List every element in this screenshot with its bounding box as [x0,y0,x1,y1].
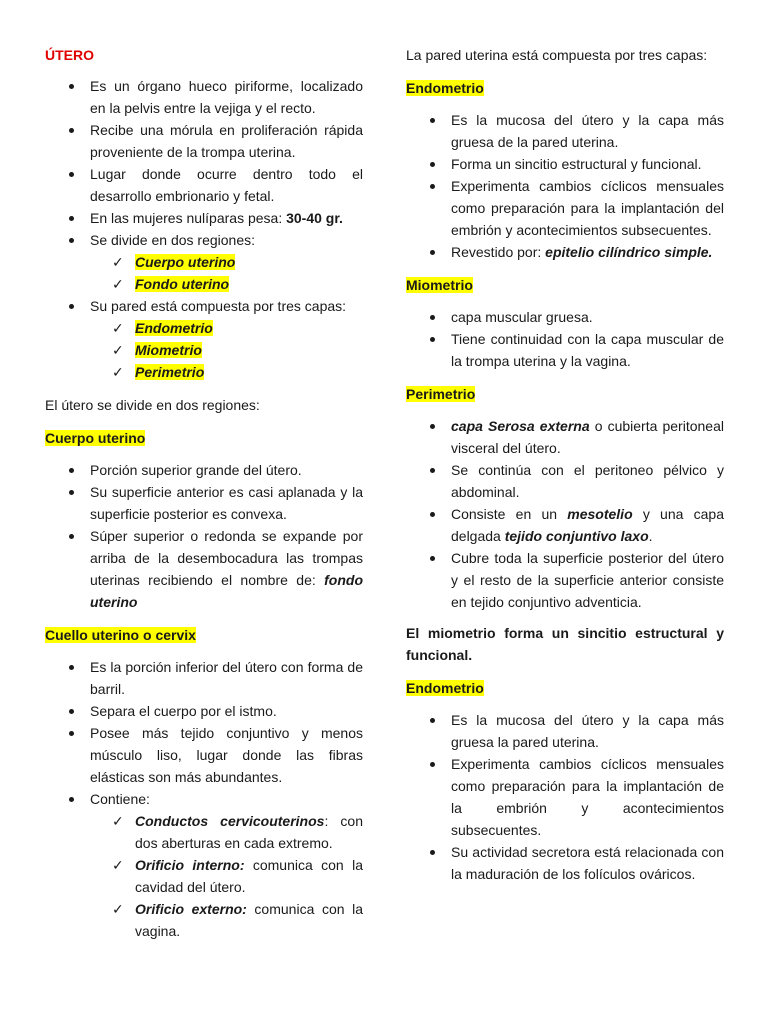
check-item [45,251,363,273]
weight-value: 30-40 gr. [286,210,343,226]
list-item: Porción superior grande del útero. [45,459,363,481]
regions-paragraph: El útero se divide en dos regiones: [45,397,260,413]
miometrio-statement: El miometrio forma un sincitio estructural y funcional. [406,625,724,663]
list-item: Forma un sincitio estructural y funcional. [406,153,724,175]
list-item: Es un órgano hueco piriforme, localizado en la pelvis entre la vejiga y el recto. [45,75,363,119]
regions-checklist [45,251,363,295]
layers-list [45,295,363,317]
endometrio-2-list [406,709,724,885]
list-item [406,241,724,263]
list-item: Su actividad secretora está relacionada con la maduración de los folículos ováricos. [406,841,724,885]
layer-label: Perimetrio [135,364,205,380]
contiene-term: Orificio externo: [135,901,247,917]
list-item: Es la porción inferior del útero con forma de barril. [45,656,363,700]
mesotelio-term: mesotelio [567,506,633,522]
section-heading-endometrio [406,77,724,99]
region-label: Fondo uterino [135,276,230,292]
text-span: y una capa delgada [451,506,724,544]
check-item [45,317,363,339]
list-item: capa muscular gruesa. [406,306,724,328]
heading-label: Endometrio [406,680,484,696]
section-heading-endometrio-2 [406,677,724,699]
section-heading-miometrio [406,274,724,296]
check-item [45,898,363,942]
check-item [45,361,363,383]
right-column [406,0,724,885]
page-title: ÚTERO [45,47,94,63]
right-intro: La pared uterina está compuesta por tres capas: [406,47,708,63]
contiene-term: Orificio interno: [135,857,245,873]
cuerpo-list [45,459,363,613]
heading-label: Perimetrio [406,386,476,402]
text-span: . [648,528,653,544]
heading-label: Cuello uterino o cervix [45,627,196,643]
check-item [45,273,363,295]
list-item: Es la mucosa del útero y la capa más gruesa la pared uterina. [406,709,724,753]
revestido-term: epitelio cilíndrico simple. [545,244,713,260]
section-heading-cuello [45,624,363,646]
list-item [406,503,724,547]
check-item [45,339,363,361]
list-item: Tiene continuidad con la capa muscular de la trompa uterina y la vagina. [406,328,724,372]
heading-label: Miometrio [406,277,473,293]
region-label: Cuerpo uterino [135,254,236,270]
list-item: Se continúa con el peritoneo pélvico y abdominal. [406,459,724,503]
list-item: Se divide en dos regiones: [45,229,363,251]
section-heading-cuerpo [45,427,363,449]
list-item: Lugar donde ocurre dentro todo el desarrollo embrionario y fetal. [45,163,363,207]
list-item: Su pared está compuesta por tres capas: [45,295,363,317]
layers-checklist [45,317,363,383]
weight-text: En las mujeres nulíparas pesa: [90,210,287,226]
revestido-text: Revestido por: [451,244,546,260]
contiene-text: comunica con la cavidad del útero. [135,857,363,895]
heading-label: Endometrio [406,80,484,96]
serosa-term: capa Serosa externa [451,418,590,434]
contiene-term: Conductos cervicouterinos [135,813,325,829]
miometrio-list [406,306,724,372]
list-item: Su superficie anterior es casi aplanada y la superficie posterior es convexa. [45,481,363,525]
contiene-text: : con dos aberturas en cada extremo. [135,813,363,851]
list-item: Experimenta cambios cíclicos mensuales como preparación para la implantación de la embrión y acontecimientos subsecuentes. [406,753,724,841]
contiene-checklist [45,810,363,942]
list-item [45,207,363,229]
endometrio-list [406,109,724,263]
serosa-text: o cubierta peritoneal visceral del útero. [451,418,724,456]
list-item: Separa el cuerpo por el istmo. [45,700,363,722]
list-item: Experimenta cambios cíclicos mensuales como preparación para la implantación del embrión y acontecimientos subsecuentes. [406,175,724,241]
cuello-list [45,656,363,810]
fondo-term: fondo uterino [90,572,363,610]
list-item [45,525,363,613]
layer-label: Miometrio [135,342,202,358]
text-span: Consiste en un [451,506,568,522]
list-item: Recibe una mórula en proliferación rápida proveniente de la trompa uterina. [45,119,363,163]
check-item [45,854,363,898]
layer-label: Endometrio [135,320,213,336]
list-item: Cubre toda la superficie posterior del útero y el resto de la superficie anterior consiste en tejido conjuntivo adventicia. [406,547,724,613]
perimetrio-list [406,415,724,613]
heading-label: Cuerpo uterino [45,430,146,446]
intro-list [45,75,363,251]
list-item: Contiene: [45,788,363,810]
check-item [45,810,363,854]
fondo-text: Súper superior o redonda se expande por arriba de la desembocadura las trompas uterinas recibiendo el nombre de: [90,528,363,588]
left-column [45,0,363,942]
tejido-term: tejido conjuntivo laxo [504,528,649,544]
contiene-text: comunica con la vagina. [135,901,363,939]
list-item: Es la mucosa del útero y la capa más gruesa de la pared uterina. [406,109,724,153]
list-item: Posee más tejido conjuntivo y menos músculo liso, lugar donde las fibras elásticas son más abundantes. [45,722,363,788]
list-item [406,415,724,459]
section-heading-perimetrio [406,383,724,405]
